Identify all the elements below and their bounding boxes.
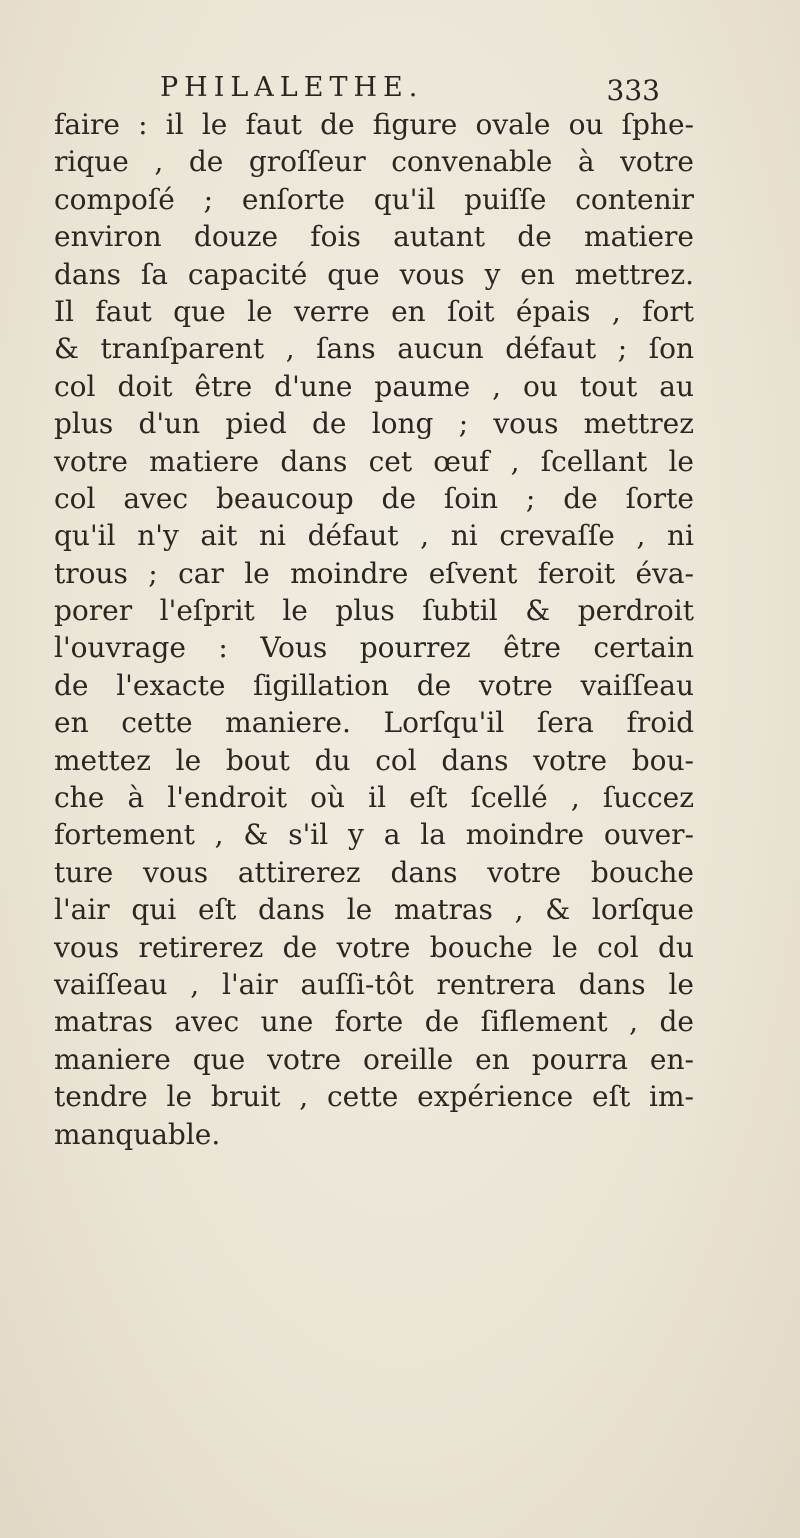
text-line: de l'exacte ſigillation de votre vaiſſeau [54,668,694,702]
text-line: qu'il n'y ait ni défaut , ni crevaſſe , ni [54,519,694,553]
text-line: en cette maniere. Lorſqu'il ſera froid [54,706,694,740]
text-line: mettez le bout du col dans votre bou- [54,743,694,777]
text-line: vous retirerez de votre bouche le col du [54,930,694,964]
text-line: l'air qui eſt dans le matras , & lorſque [54,893,694,927]
text-line: trous ; car le moindre eſvent feroit éva- [54,556,694,590]
page-number: 333 [606,74,660,107]
text-line: fortement , & s'il y a la moindre ouver- [54,818,694,852]
text-line: rique , de groſſeur convenable à votre [54,145,694,179]
text-line: votre matiere dans cet œuf , ſcellant le [54,444,694,478]
text-line: dans ſa capacité que vous y en mettrez. [54,257,694,291]
text-line: plus d'un pied de long ; vous mettrez [54,407,694,441]
text-line: Il faut que le verre en ſoit épais , fort [54,294,694,328]
text-line: manquable. [54,1117,221,1151]
text-line: environ douze fois autant de matiere [54,220,694,254]
text-line: porer l'eſprit le plus ſubtil & perdroit [54,594,694,628]
body-text [54,106,694,1153]
running-title: PHILALETHE. [160,72,424,103]
text-line: maniere que votre oreille en pourra en- [54,1042,694,1076]
text-line: vaiſſeau , l'air auſſi-tôt rentrera dans le [54,967,694,1001]
text-line: col avec beaucoup de ſoin ; de ſorte [54,481,694,515]
text-line: matras avec une forte de ſiflement , de [54,1005,694,1039]
text-line: ture vous attirerez dans votre bouche [54,855,694,889]
text-line: & tranſparent , ſans aucun défaut ; ſon [54,332,694,366]
text-line: col doit être d'une paume , ou tout au [54,369,694,403]
text-line: faire : il le faut de figure ovale ou ſphe- [54,108,694,141]
text-line: tendre le bruit , cette expérience eſt im- [54,1080,694,1114]
text-line: che à l'endroit où il eſt ſcellé , ſuccez [54,781,694,815]
text-line: l'ouvrage : Vous pourrez être certain [54,631,694,665]
text-line: compoſé ; enſorte qu'il puiſſe contenir [54,182,694,216]
